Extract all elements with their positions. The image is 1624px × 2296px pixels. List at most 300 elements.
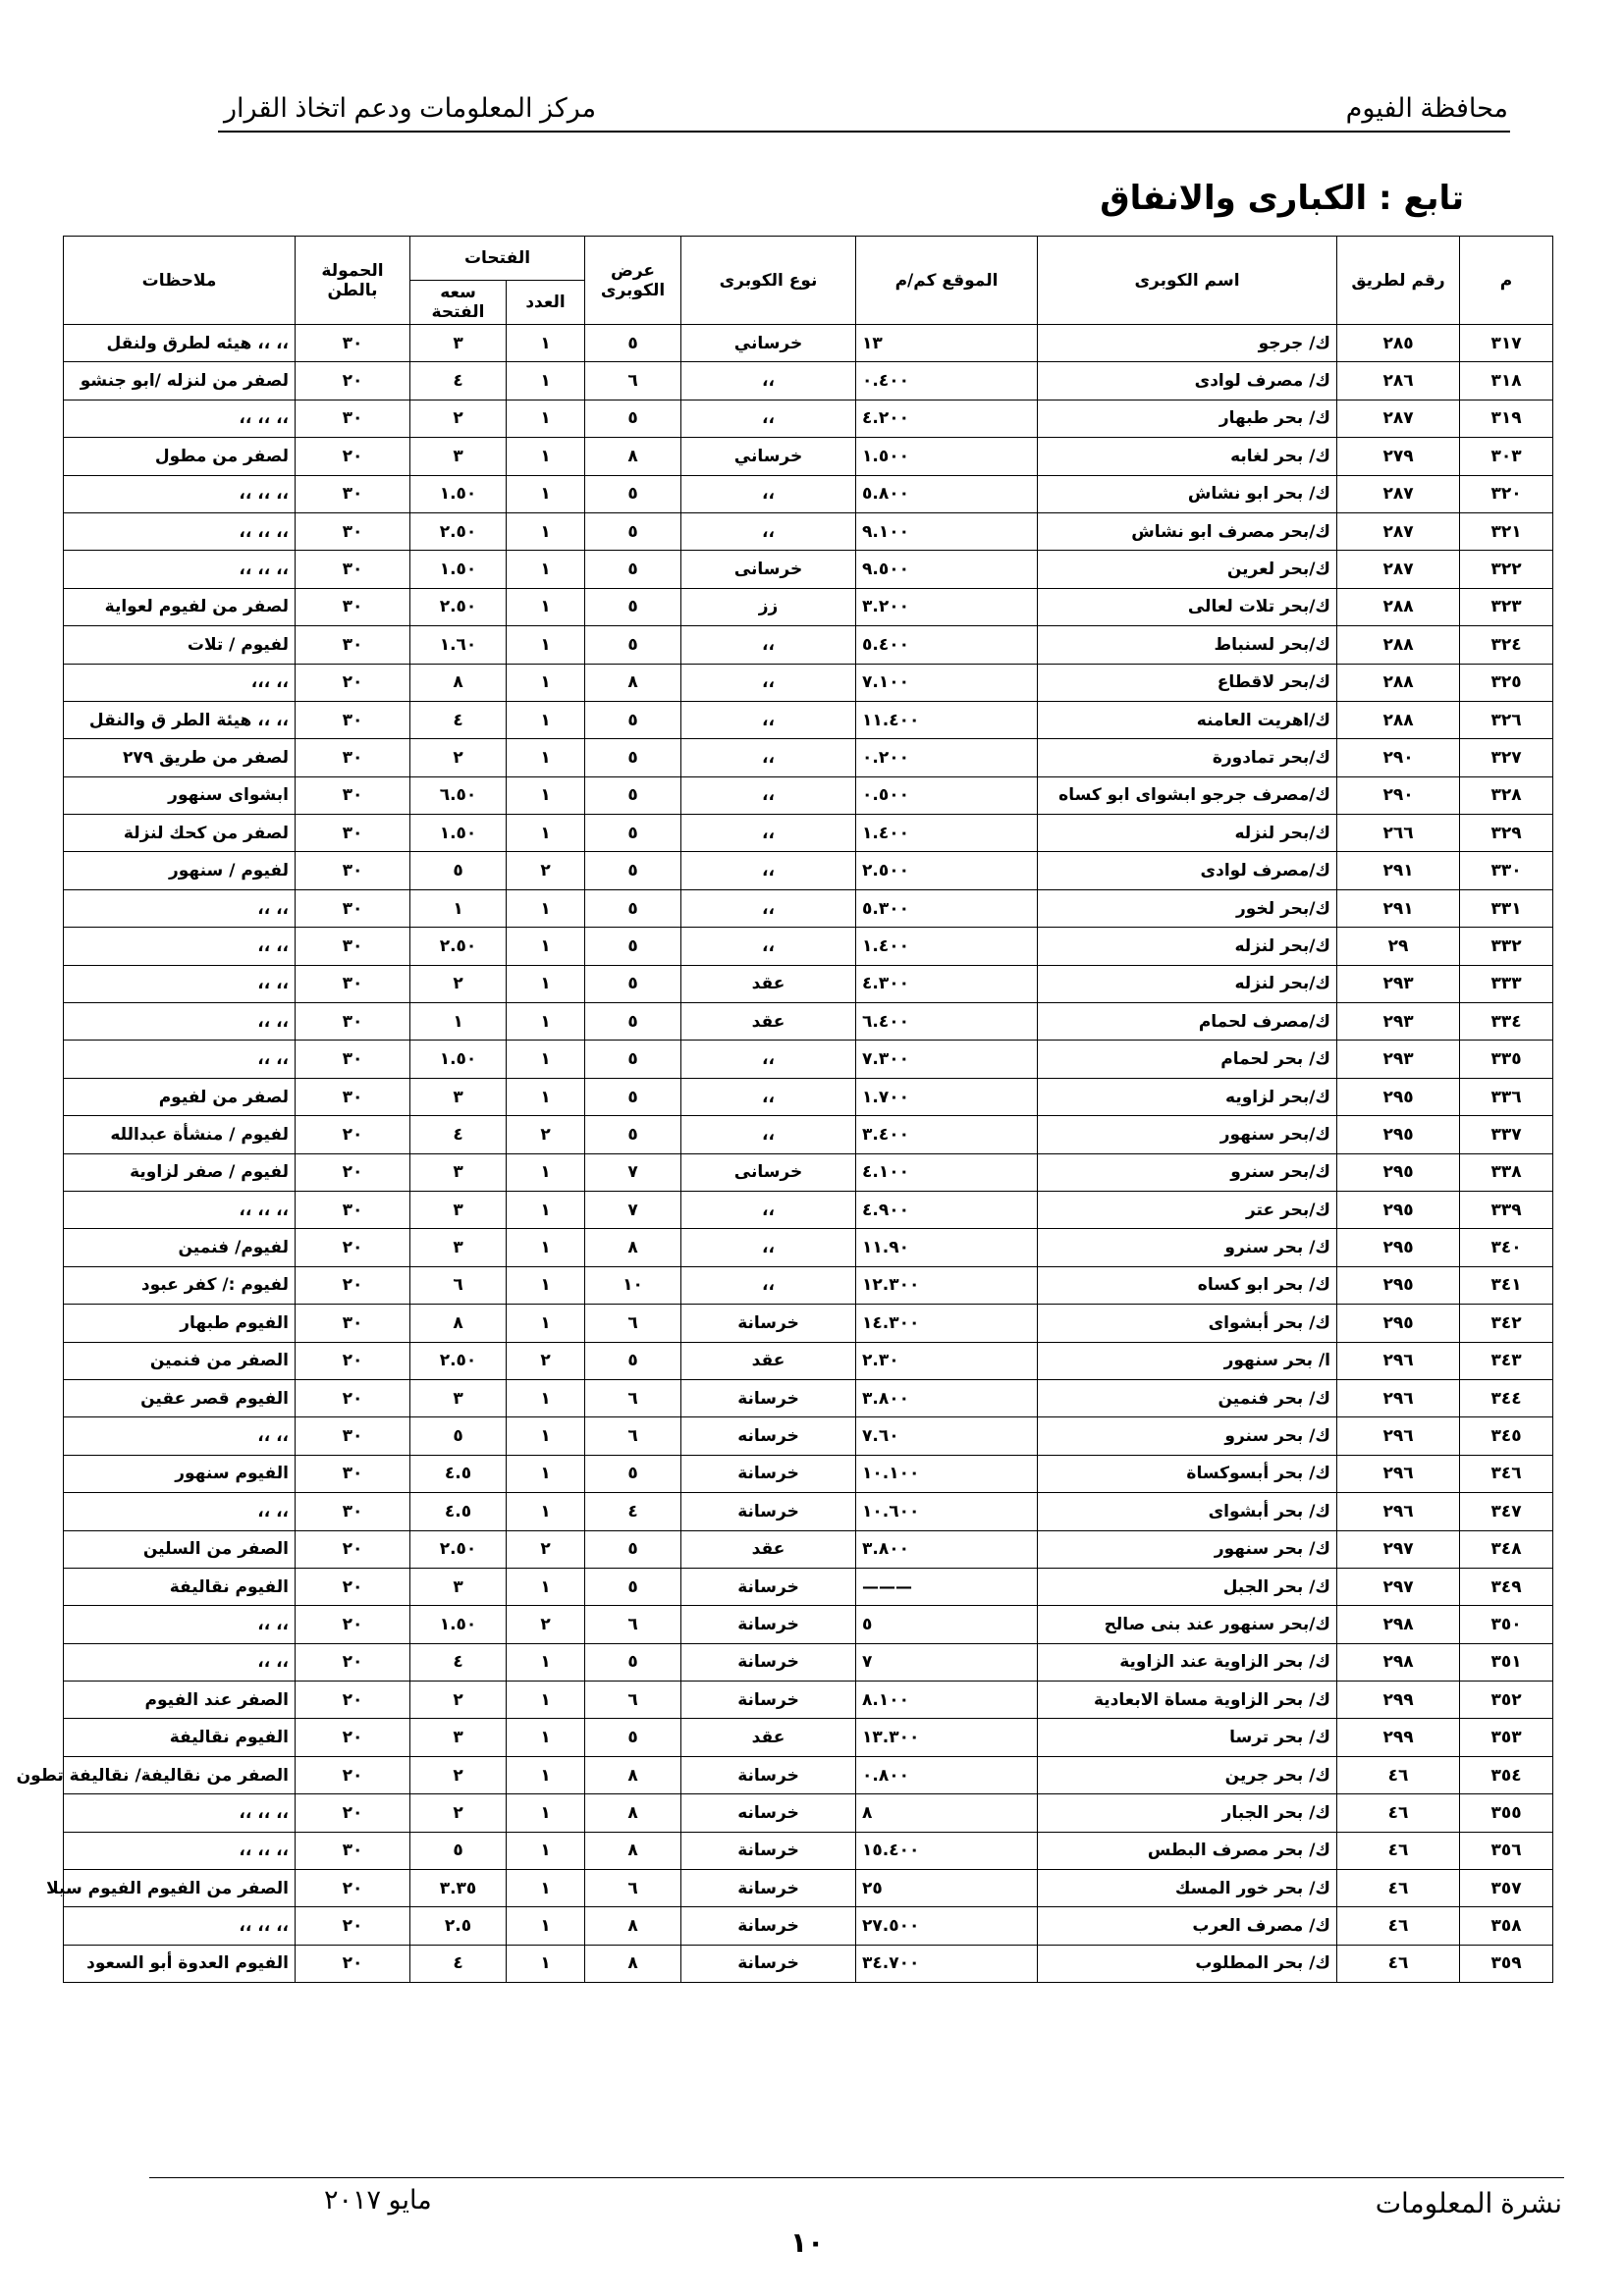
- cell-count: ١: [507, 1568, 585, 1605]
- cell-location: ٤.٩٠٠: [856, 1191, 1038, 1228]
- cell-load: ٣٠: [296, 400, 410, 437]
- cell-location: ١٣: [856, 325, 1038, 362]
- cell-location: ٥: [856, 1606, 1038, 1643]
- cell-name: ا/ بحر سنهور: [1038, 1342, 1337, 1379]
- cell-num: ٣٢٢: [1460, 551, 1553, 588]
- cell-name: ك/ بحر خور المسك: [1038, 1870, 1337, 1907]
- footer-divider: [149, 2177, 1564, 2178]
- cell-type: ،،: [681, 1266, 856, 1304]
- cell-load: ٢٠: [296, 1116, 410, 1153]
- cell-width: ٥: [585, 475, 681, 512]
- col-road: رقم لطريق: [1337, 237, 1460, 325]
- cell-type: ،،: [681, 362, 856, 400]
- cell-count: ١: [507, 588, 585, 625]
- table-row: [64, 1191, 1553, 1228]
- cell-span: ١.٥٠: [410, 1606, 507, 1643]
- cell-num: ٣٥٨: [1460, 1907, 1553, 1945]
- cell-name: ك/ مصرف العرب: [1038, 1907, 1337, 1945]
- cell-num: ٣٥٠: [1460, 1606, 1553, 1643]
- cell-name: ك/بحر مصرف ابو نشاش: [1038, 512, 1337, 550]
- cell-width: ٦: [585, 362, 681, 400]
- cell-road: ٢٩٥: [1337, 1078, 1460, 1115]
- cell-road: ٢٨٨: [1337, 701, 1460, 738]
- cell-location: ٧.٦٠: [856, 1417, 1038, 1455]
- cell-count: ١: [507, 664, 585, 701]
- cell-num: ٣٣٣: [1460, 965, 1553, 1002]
- cell-name: ك/ مصرف لوادى: [1038, 362, 1337, 400]
- cell-count: ١: [507, 1794, 585, 1832]
- cell-name: ك/ بحر أبسوكساة: [1038, 1455, 1337, 1492]
- cell-name: ك/اهريت العامنه: [1038, 701, 1337, 738]
- table-row: [64, 1643, 1553, 1681]
- table-row: [64, 1116, 1553, 1153]
- cell-count: ١: [507, 1455, 585, 1492]
- cell-notes: الصفر من السلين: [64, 1530, 296, 1568]
- cell-width: ٤: [585, 1493, 681, 1530]
- cell-width: ٥: [585, 815, 681, 852]
- header-row: [64, 237, 1553, 281]
- cell-type: خرسانة: [681, 1832, 856, 1869]
- cell-load: ٣٠: [296, 1078, 410, 1115]
- cell-count: ٢: [507, 1606, 585, 1643]
- table-row: [64, 815, 1553, 852]
- cell-name: ك/ بحر أبشواى: [1038, 1493, 1337, 1530]
- cell-notes: ،، ،،: [64, 1417, 296, 1455]
- cell-num: ٣٣٢: [1460, 928, 1553, 965]
- cell-width: ٥: [585, 1643, 681, 1681]
- cell-road: ٢٩٣: [1337, 965, 1460, 1002]
- cell-count: ١: [507, 325, 585, 362]
- cell-span: ٤: [410, 362, 507, 400]
- cell-num: ٣٤٣: [1460, 1342, 1553, 1379]
- table-row: [64, 1342, 1553, 1379]
- cell-location: ٢.٥٠٠: [856, 852, 1038, 889]
- cell-road: ٢٩١: [1337, 889, 1460, 927]
- cell-width: ٥: [585, 1530, 681, 1568]
- cell-name: ك/بحر لنزله: [1038, 965, 1337, 1002]
- cell-load: ٣٠: [296, 626, 410, 664]
- cell-span: ١.٥٠: [410, 551, 507, 588]
- cell-location: ٠.٤٠٠: [856, 362, 1038, 400]
- cell-num: ٣٢٤: [1460, 626, 1553, 664]
- cell-load: ٢٠: [296, 1153, 410, 1191]
- cell-location: ١٤.٣٠٠: [856, 1305, 1038, 1342]
- cell-span: ٣: [410, 1719, 507, 1756]
- cell-num: ٣٣٠: [1460, 852, 1553, 889]
- cell-load: ٣٠: [296, 1832, 410, 1869]
- cell-location: ٣.٤٠٠: [856, 1116, 1038, 1153]
- cell-location: ٦.٤٠٠: [856, 1003, 1038, 1041]
- cell-notes: ،، ،، ،،: [64, 1832, 296, 1869]
- cell-width: ٥: [585, 1041, 681, 1078]
- cell-load: ٢٠: [296, 1568, 410, 1605]
- cell-count: ١: [507, 1945, 585, 1982]
- cell-notes: ،، ،،،: [64, 664, 296, 701]
- cell-location: ١٠.١٠٠: [856, 1455, 1038, 1492]
- cell-span: ٤.٥: [410, 1455, 507, 1492]
- cell-notes: لفيوم/ فنمين: [64, 1229, 296, 1266]
- table-row: [64, 1719, 1553, 1756]
- cell-location: ٤.٣٠٠: [856, 965, 1038, 1002]
- cell-notes: ،، ،، هيئة الطر ق والنقل: [64, 701, 296, 738]
- cell-width: ٦: [585, 1305, 681, 1342]
- table-row: [64, 1305, 1553, 1342]
- table-body: [16, 325, 1553, 1983]
- cell-span: ١.٥٠: [410, 815, 507, 852]
- cell-width: ٦: [585, 1379, 681, 1416]
- cell-notes: ،، ،،: [64, 1606, 296, 1643]
- col-width-line1: عرض: [610, 260, 656, 281]
- cell-road: ٢٩٦: [1337, 1493, 1460, 1530]
- cell-notes: الصفر من الفيوم الفيوم سيلا: [64, 1870, 296, 1907]
- table-row: [64, 1417, 1553, 1455]
- cell-name: ك/ بحر الزاوية عند الزاوية: [1038, 1643, 1337, 1681]
- cell-num: ٣٣٥: [1460, 1041, 1553, 1078]
- cell-count: ١: [507, 1907, 585, 1945]
- cell-type: خرساني: [681, 325, 856, 362]
- table-row: [64, 1907, 1553, 1945]
- cell-num: ٣٢٣: [1460, 588, 1553, 625]
- cell-width: ٥: [585, 1455, 681, 1492]
- cell-span: ٢.٥٠: [410, 588, 507, 625]
- table-row: [64, 475, 1553, 512]
- cell-load: ٢٠: [296, 1342, 410, 1379]
- col-location: الموقع كم/م: [856, 237, 1038, 325]
- cell-type: ،،: [681, 889, 856, 927]
- col-width: [585, 237, 681, 325]
- cell-notes: ،، ،،: [64, 1041, 296, 1078]
- cell-notes: لصفر من لفيوم: [64, 1078, 296, 1115]
- cell-notes: الفيوم نقاليفة: [64, 1719, 296, 1756]
- cell-type: خرسانة: [681, 1756, 856, 1793]
- col-notes: ملاحظات: [64, 237, 296, 325]
- table-row: [64, 1041, 1553, 1078]
- cell-width: ٥: [585, 701, 681, 738]
- cell-count: ١: [507, 1078, 585, 1115]
- cell-width: ٨: [585, 1907, 681, 1945]
- cell-span: ٥: [410, 852, 507, 889]
- table-row: [64, 626, 1553, 664]
- cell-width: ٨: [585, 1832, 681, 1869]
- cell-width: ٨: [585, 664, 681, 701]
- cell-num: ٣٢٨: [1460, 776, 1553, 814]
- cell-type: ،،: [681, 512, 856, 550]
- table-row: [64, 701, 1553, 738]
- table-row: [64, 1832, 1553, 1869]
- cell-span: ٢.٥٠: [410, 1530, 507, 1568]
- cell-count: ١: [507, 1643, 585, 1681]
- cell-count: ١: [507, 1153, 585, 1191]
- cell-count: ١: [507, 1041, 585, 1078]
- cell-road: ٢٩٠: [1337, 776, 1460, 814]
- cell-span: ٤.٥: [410, 1493, 507, 1530]
- col-count: العدد: [507, 281, 585, 325]
- cell-location: ٣.٨٠٠: [856, 1530, 1038, 1568]
- cell-road: ٢٩٥: [1337, 1153, 1460, 1191]
- col-num: م: [1460, 237, 1553, 325]
- cell-count: ١: [507, 438, 585, 475]
- cell-road: ٤٦: [1337, 1794, 1460, 1832]
- cell-name: ك/ بحر سنهور: [1038, 1530, 1337, 1568]
- cell-name: ك/بحر لنزله: [1038, 815, 1337, 852]
- cell-location: ٨: [856, 1794, 1038, 1832]
- cell-road: ٤٦: [1337, 1756, 1460, 1793]
- cell-width: ٥: [585, 965, 681, 1002]
- cell-num: ٣٤٨: [1460, 1530, 1553, 1568]
- table-row: [64, 1078, 1553, 1115]
- cell-count: ١: [507, 1379, 585, 1416]
- cell-notes: لصفر من مطول: [64, 438, 296, 475]
- cell-span: ٢: [410, 1682, 507, 1719]
- cell-name: ك/ بحر الجبل: [1038, 1568, 1337, 1605]
- cell-span: ٢.٥٠: [410, 512, 507, 550]
- cell-notes: لفيوم :/ كفر عبود: [64, 1266, 296, 1304]
- cell-location: ١٥.٤٠٠: [856, 1832, 1038, 1869]
- cell-location: ٥.٤٠٠: [856, 626, 1038, 664]
- cell-load: ٢٠: [296, 1379, 410, 1416]
- cell-count: ١: [507, 626, 585, 664]
- cell-type: خرسانة: [681, 1643, 856, 1681]
- cell-width: ٥: [585, 739, 681, 776]
- cell-location: ١.٧٠٠: [856, 1078, 1038, 1115]
- cell-notes: ،، ،، ،،: [64, 1907, 296, 1945]
- table-row: [64, 1530, 1553, 1568]
- col-span-line1: سعه: [440, 283, 476, 302]
- cell-count: ١: [507, 1305, 585, 1342]
- cell-span: ٣: [410, 1191, 507, 1228]
- cell-location: ٣.٨٠٠: [856, 1379, 1038, 1416]
- cell-num: ٣٢٧: [1460, 739, 1553, 776]
- cell-name: ك/بحر تمادورة: [1038, 739, 1337, 776]
- cell-notes: الفيوم العدوة أبو السعود: [64, 1945, 296, 1982]
- cell-type: ،،: [681, 701, 856, 738]
- cell-location: ———: [856, 1568, 1038, 1605]
- cell-count: ١: [507, 965, 585, 1002]
- cell-num: ٣٤٦: [1460, 1455, 1553, 1492]
- cell-span: ٦: [410, 1266, 507, 1304]
- cell-type: خرسانى: [681, 551, 856, 588]
- cell-load: ٣٠: [296, 1003, 410, 1041]
- cell-type: ،،: [681, 1078, 856, 1115]
- cell-width: ٨: [585, 1756, 681, 1793]
- cell-width: ٥: [585, 889, 681, 927]
- cell-num: ٣٥٢: [1460, 1682, 1553, 1719]
- cell-num: ٣٣١: [1460, 889, 1553, 927]
- cell-width: ٥: [585, 588, 681, 625]
- cell-width: ٥: [585, 776, 681, 814]
- cell-location: ٣.٢٠٠: [856, 588, 1038, 625]
- cell-road: ٢٩٨: [1337, 1606, 1460, 1643]
- cell-road: ٢٩٨: [1337, 1643, 1460, 1681]
- cell-name: ك/ بحر سنرو: [1038, 1229, 1337, 1266]
- table-row: [64, 928, 1553, 965]
- cell-load: ٣٠: [296, 815, 410, 852]
- cell-num: ٣٥١: [1460, 1643, 1553, 1681]
- header-center-name: مركز المعلومات ودعم اتخاذ القرار: [224, 93, 597, 123]
- cell-location: ٧.١٠٠: [856, 664, 1038, 701]
- cell-type: ،،: [681, 475, 856, 512]
- cell-location: ٤.٢٠٠: [856, 400, 1038, 437]
- cell-road: ٢٩٩: [1337, 1719, 1460, 1756]
- cell-location: ٥.٨٠٠: [856, 475, 1038, 512]
- cell-count: ٢: [507, 1342, 585, 1379]
- table-row: [64, 1493, 1553, 1530]
- cell-load: ٣٠: [296, 1041, 410, 1078]
- cell-notes: ،، ،، ،،: [64, 1191, 296, 1228]
- table-row: [64, 965, 1553, 1002]
- cell-load: ٣٠: [296, 551, 410, 588]
- cell-width: ٦: [585, 1606, 681, 1643]
- cell-span: ٣: [410, 1078, 507, 1115]
- cell-span: ٥: [410, 1832, 507, 1869]
- cell-type: عقد: [681, 1530, 856, 1568]
- cell-name: ك/ بحر فنمين: [1038, 1379, 1337, 1416]
- cell-notes: لفيوم / سنهور: [64, 852, 296, 889]
- cell-width: ١٠: [585, 1266, 681, 1304]
- cell-span: ٢: [410, 965, 507, 1002]
- cell-location: ٢٥: [856, 1870, 1038, 1907]
- cell-span: ١.٥٠: [410, 1041, 507, 1078]
- cell-name: ك/بحر لزاويه: [1038, 1078, 1337, 1115]
- cell-count: ١: [507, 1756, 585, 1793]
- cell-span: ٤: [410, 1945, 507, 1982]
- cell-location: ٠.٢٠٠: [856, 739, 1038, 776]
- cell-name: ك/ بحر المطلوب: [1038, 1945, 1337, 1982]
- cell-load: ٣٠: [296, 928, 410, 965]
- cell-load: ٢٠: [296, 1682, 410, 1719]
- table-row: [64, 1455, 1553, 1492]
- cell-num: ٣٥٦: [1460, 1832, 1553, 1869]
- cell-num: ٣٢١: [1460, 512, 1553, 550]
- cell-type: عقد: [681, 965, 856, 1002]
- cell-type: ،،: [681, 1191, 856, 1228]
- cell-road: ٢٩: [1337, 928, 1460, 965]
- cell-width: ٨: [585, 1945, 681, 1982]
- cell-num: ٣٣٧: [1460, 1116, 1553, 1153]
- cell-count: ١: [507, 1832, 585, 1869]
- cell-name: ك/ بحر ابو كساه: [1038, 1266, 1337, 1304]
- cell-location: ١.٤٠٠: [856, 928, 1038, 965]
- cell-load: ٣٠: [296, 1455, 410, 1492]
- cell-count: ١: [507, 701, 585, 738]
- cell-road: ٢٩٧: [1337, 1568, 1460, 1605]
- cell-name: ك/ بحر جرين: [1038, 1756, 1337, 1793]
- cell-notes: الصفر من نقاليفة/ نقاليفة تطون: [64, 1756, 296, 1793]
- cell-location: ٩.٥٠٠: [856, 551, 1038, 588]
- cell-load: ٣٠: [296, 325, 410, 362]
- cell-road: ٢٩٣: [1337, 1041, 1460, 1078]
- cell-count: ١: [507, 512, 585, 550]
- cell-span: ٢.٥٠: [410, 928, 507, 965]
- cell-type: زز: [681, 588, 856, 625]
- cell-location: ٣٤.٧٠٠: [856, 1945, 1038, 1982]
- cell-num: ٣١٨: [1460, 362, 1553, 400]
- cell-notes: ،، ،، هيئه لطرق ولنقل: [64, 325, 296, 362]
- cell-type: ،،: [681, 815, 856, 852]
- cell-name: ك/ بحر مصرف البطس: [1038, 1832, 1337, 1869]
- cell-width: ٥: [585, 1568, 681, 1605]
- cell-span: ٤: [410, 1116, 507, 1153]
- table-row: [64, 776, 1553, 814]
- cell-type: ،،: [681, 928, 856, 965]
- cell-name: ك/بحر سنهور عند بنى صالح: [1038, 1606, 1337, 1643]
- col-load-line2: بالطن: [327, 280, 378, 300]
- cell-type: عقد: [681, 1003, 856, 1041]
- cell-type: ،،: [681, 626, 856, 664]
- cell-count: ١: [507, 776, 585, 814]
- cell-span: ١: [410, 1003, 507, 1041]
- cell-width: ٥: [585, 928, 681, 965]
- cell-count: ١: [507, 1417, 585, 1455]
- cell-type: خرسانه: [681, 1417, 856, 1455]
- footer-date: مايو ٢٠١٧: [324, 2185, 432, 2215]
- cell-load: ٢٠: [296, 1870, 410, 1907]
- cell-load: ٣٠: [296, 776, 410, 814]
- cell-num: ٣٤٠: [1460, 1229, 1553, 1266]
- cell-span: ٣: [410, 1229, 507, 1266]
- cell-notes: الفيوم قصر عقين: [64, 1379, 296, 1416]
- cell-road: ٢٩٥: [1337, 1305, 1460, 1342]
- cell-notes: ،، ،، ،،: [64, 1794, 296, 1832]
- cell-span: ٦.٥٠: [410, 776, 507, 814]
- cell-notes: الصفر من فنمين: [64, 1342, 296, 1379]
- cell-type: خرسانة: [681, 1305, 856, 1342]
- cell-width: ٥: [585, 852, 681, 889]
- cell-road: ٢٨٧: [1337, 400, 1460, 437]
- cell-road: ٢٨٥: [1337, 325, 1460, 362]
- cell-type: خرسانة: [681, 1379, 856, 1416]
- cell-span: ٢: [410, 739, 507, 776]
- col-span-line2: الفتحة: [431, 302, 485, 322]
- table-row: [64, 1606, 1553, 1643]
- cell-count: ٢: [507, 852, 585, 889]
- cell-road: ٢٩٦: [1337, 1342, 1460, 1379]
- col-load-line1: الحمولة: [321, 260, 384, 281]
- cell-span: ٥: [410, 1417, 507, 1455]
- cell-load: ٢٠: [296, 362, 410, 400]
- cell-name: ك/بحر لنزله: [1038, 928, 1337, 965]
- cell-width: ٦: [585, 1870, 681, 1907]
- cell-load: ٢٠: [296, 1794, 410, 1832]
- cell-type: خرسانة: [681, 1493, 856, 1530]
- cell-span: ٢.٥: [410, 1907, 507, 1945]
- cell-load: ٣٠: [296, 512, 410, 550]
- table-row: [64, 852, 1553, 889]
- cell-type: ،،: [681, 739, 856, 776]
- footer-bulletin: نشرة المعلومات: [1375, 2188, 1562, 2218]
- cell-road: ٢٨٨: [1337, 664, 1460, 701]
- cell-notes: الفيوم سنهور: [64, 1455, 296, 1492]
- cell-road: ٢٩٦: [1337, 1417, 1460, 1455]
- cell-road: ٤٦: [1337, 1945, 1460, 1982]
- cell-count: ٢: [507, 1530, 585, 1568]
- cell-name: ك/ بحر أبشواى: [1038, 1305, 1337, 1342]
- cell-notes: ابشواى سنهور: [64, 776, 296, 814]
- cell-type: خرسانة: [681, 1945, 856, 1982]
- cell-load: ٢٠: [296, 1530, 410, 1568]
- cell-width: ٧: [585, 1191, 681, 1228]
- table-row: [64, 1379, 1553, 1416]
- cell-type: خرساني: [681, 438, 856, 475]
- cell-width: ٥: [585, 400, 681, 437]
- cell-name: ك/مصرف لوادى: [1038, 852, 1337, 889]
- cell-type: عقد: [681, 1342, 856, 1379]
- cell-name: ك/ بحر الجبار: [1038, 1794, 1337, 1832]
- cell-load: ٣٠: [296, 1417, 410, 1455]
- page-number: ١٠: [790, 2226, 825, 2259]
- cell-location: ٧: [856, 1643, 1038, 1681]
- cell-road: ٢٩٥: [1337, 1116, 1460, 1153]
